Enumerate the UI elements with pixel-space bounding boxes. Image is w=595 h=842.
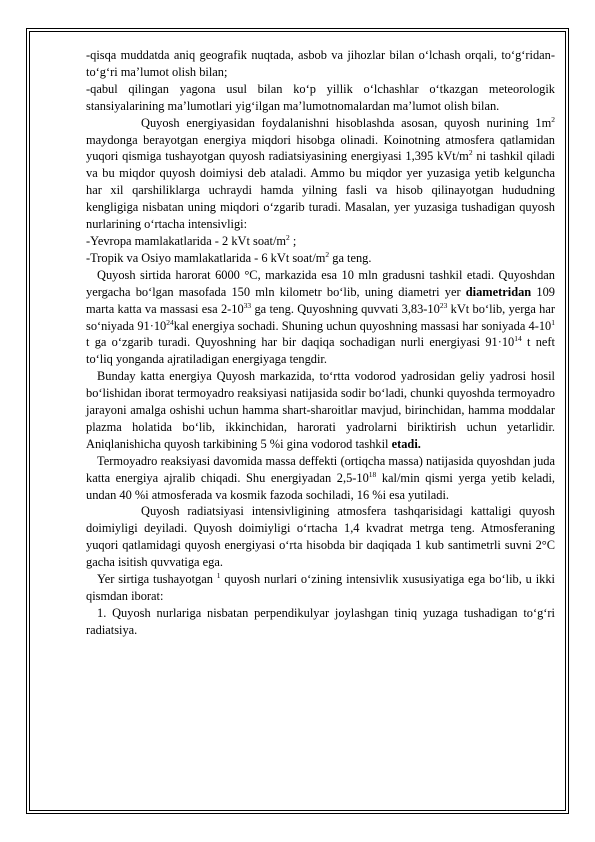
paragraph-10: Yer sirtiga tushayotgan $^1$ quyosh nurlari o‘zining intensivlik xususiyatiga ega bo‘lib, u ikki qismdan iborat: bbox=[86, 570, 555, 603]
paragraph-4: -Yevropa mamlakatlarida - 2 kVt soat/$m^2$ ; bbox=[86, 232, 297, 248]
paragraph-6: Quyosh sirtida harorat 6000 °C, markazida esa 10 mln gradusni tashkil etadi. Quyoshdan yergacha bo‘lgan masofada 150 mln kilometr bo‘lib, uning diametri yer diametridan 109 marta katta va massasi esa $2-10^{33}$ ga teng. Quyoshning quvvati $3,83-10^{23}$ kVt bo‘lib, yerga har so‘niyada $91\cdot 10^{24}kal$ energiya sochadi. Shuning uchun quyoshning massasi har soniyada $4-10^1$ t ga o‘zgarib turadi. Quyoshning har bir daqiqa sochadigan nurli energiyasi $91\cdot 10^{14}$ t neft to‘liq yonganda ajratiladigan energiyaga tengdir. bbox=[86, 267, 555, 367]
paragraph-8: Termoyadro reaksiyasi davomida massa deffekti (ortiqcha massa) natijasida quyoshdan juda katta energiya ajralib chiqadi. Shu energiyadan $2,5-10^{18}$ kal/min qismi yerga yetib keladi, undan 40 %i atmosferada va kosmik fazoda sochiladi, 16 %i esa yutiladi. bbox=[86, 453, 555, 502]
paragraph-11: 1. Quyosh nurlariga nisbatan perpendikulyar joylashgan tiniq yuzaga tushadigan to‘g‘ri radiatsiya. bbox=[86, 605, 555, 637]
paragraph-7: Bunday katta energiya Quyosh markazida, to‘rtta vodorod yadrosidan geliy yadrosi hosil bo‘lishidan iborat termoyadro reaksiyasi natijasida sodir bo‘ladi, chunki quyoshda termoyadro jarayoni amalga oshishi uchun hamma shart-sharoitlar mavjud, birinchidan, hamma moddalar plazma holatida bo‘lib, ikkinchidan, harorati yadrolarni biriktirish uchun yetarlidir. Aniqlanishicha quyosh tarkibining 5 %i gina vodorod tashkil etadi. bbox=[86, 369, 555, 451]
paragraph-1: -qisqa muddatda aniq geografik nuqtada, asbob va jihozlar bilan o‘lchash orqali, to‘g‘ridan-to‘g‘ri ma’lumot olish bilan; bbox=[86, 48, 555, 79]
document-body bbox=[86, 47, 555, 639]
paragraph-3: Quyosh energiyasidan foydalanishni hisoblashda asosan, quyosh nurining $1m^2$ maydonga berayotgan energiya miqdori hisobga olinadi. Koinotning atmosfera qatlamidan yuqori qismiga tushayotgan quyosh radiatsiyasining energiyasi 1,395 kVt/$m^2$ ni tashkil qiladi va bu miqdor quyosh doimiysi deb ataladi. Ammo bu miqdor yer yuzasiga yetib kelguncha har xil qarshiliklarga uchraydi hamda yilning fasli va hisob qilinayotgan hududning kengligiga nisbatan uning miqdori o‘zgarib turadi. Masalan, yer yuzasiga tushadigan quyosh nurlarining o‘rtacha intensivligi: bbox=[86, 114, 555, 232]
paragraph-5: -Tropik va Osiyo mamlakatlarida - 6 kVt soat/$m^2$ ga teng. bbox=[86, 249, 372, 265]
paragraph-2: -qabul qilingan yagona usul bilan ko‘p yillik o‘lchashlar o‘tkazgan meteorologik stansiyalarining ma’lumotlari yig‘ilgan ma’lumotnomalardan ma’lumot olish bilan. bbox=[86, 81, 555, 113]
paragraph-9: Quyosh radiatsiyasi intensivligining atmosfera tashqarisidagi kattaligi quyosh doimiyligi deyiladi. Quyosh doimiyligi o‘rtacha 1,4 kvadrat metrga teng. Atmosferaning yuqori qatlamidagi quyosh energiyasi o‘rta hisobda bir daqiqada 1 kub santimetrli suvni 2°C gacha isitish quvvatiga ega. bbox=[86, 504, 555, 570]
